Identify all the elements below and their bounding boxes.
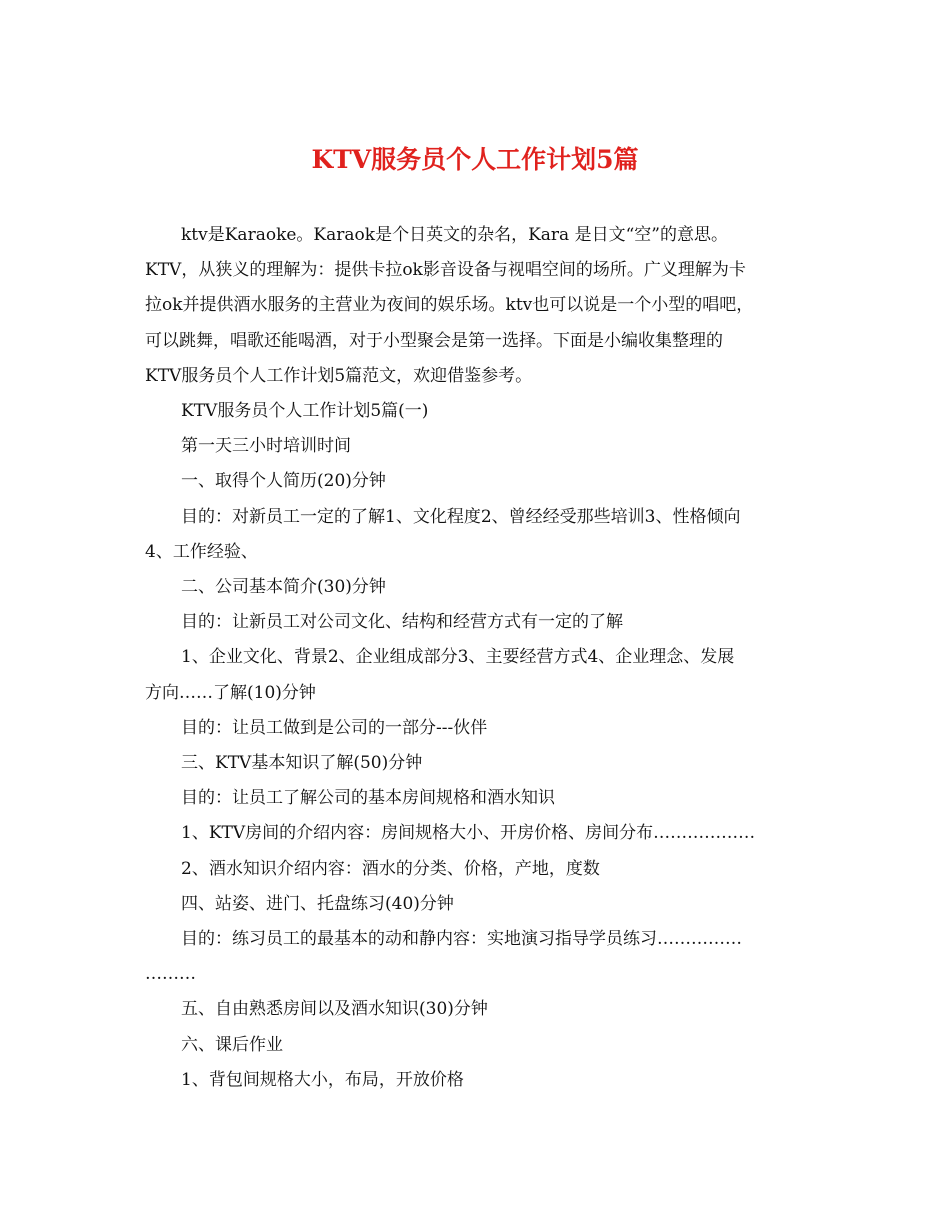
item2-purpose: 目的：让新员工对公司文化、结构和经营方式有一定的了解 bbox=[181, 612, 623, 633]
day-heading: 第一天三小时培训时间 bbox=[181, 436, 351, 457]
item2-content-line: 1、企业文化、背景2、企业组成部分3、主要经营方式4、企业理念、发展 bbox=[181, 647, 735, 668]
item2-heading: 二、公司基本简介(30)分钟 bbox=[181, 577, 386, 598]
item1-purpose-line: 4、工作经验、 bbox=[145, 541, 258, 562]
item6-point-1: 1、背包间规格大小，布局，开放价格 bbox=[181, 1069, 464, 1090]
item5-heading: 五、自由熟悉房间以及酒水知识(30)分钟 bbox=[181, 999, 488, 1020]
item1-purpose bbox=[145, 500, 810, 570]
item4-purpose-line: ……… bbox=[145, 964, 196, 985]
item4-heading: 四、站姿、进门、托盘练习(40)分钟 bbox=[181, 893, 454, 914]
document-body bbox=[145, 218, 810, 1098]
intro-line: 可以跳舞，唱歌还能喝酒，对于小型聚会是第一选择。下面是小编收集整理的 bbox=[145, 330, 723, 351]
item1-purpose-line: 目的：对新员工一定的了解1、文化程度2、曾经经受那些培训3、性格倾向 bbox=[181, 506, 741, 527]
item6-heading: 六、课后作业 bbox=[181, 1034, 283, 1055]
item1-heading: 一、取得个人简历(20)分钟 bbox=[181, 471, 386, 492]
item4-purpose bbox=[145, 922, 810, 992]
item3-purpose: 目的：让员工了解公司的基本房间规格和酒水知识 bbox=[181, 788, 555, 809]
document-title: KTV服务员个人工作计划5篇 bbox=[311, 145, 639, 174]
item3-heading: 三、KTV基本知识了解(50)分钟 bbox=[181, 753, 423, 774]
intro-line: ktv是Karaoke。Karaok是个日英文的杂名，Kara 是日文“空”的意思。 bbox=[181, 225, 728, 245]
item3-point-2: 2、酒水知识介绍内容：酒水的分类、价格，产地，度数 bbox=[181, 858, 600, 879]
intro-line: 拉ok并提供酒水服务的主营业为夜间的娱乐场。ktv也可以说是一个小型的唱吧， bbox=[145, 295, 754, 316]
intro-line: KTV，从狭义的理解为：提供卡拉ok影音设备与视唱空间的场所。广义理解为卡 bbox=[145, 260, 746, 281]
item2-content-line: 方向……了解(10)分钟 bbox=[145, 682, 316, 703]
item3-point-1: 1、KTV房间的介绍内容：房间规格大小、开房价格、房间分布……………… bbox=[181, 823, 756, 844]
intro-line: KTV服务员个人工作计划5篇范文，欢迎借鉴参考。 bbox=[145, 365, 533, 386]
section-heading: KTV服务员个人工作计划5篇(一) bbox=[181, 401, 429, 422]
item4-purpose-line: 目的：练习员工的最基本的动和静内容：实地演习指导学员练习…………… bbox=[181, 929, 742, 950]
item2-content bbox=[145, 640, 810, 710]
intro-paragraph bbox=[145, 218, 810, 394]
item2-purpose-2: 目的：让员工做到是公司的一部分---伙伴 bbox=[181, 717, 488, 738]
